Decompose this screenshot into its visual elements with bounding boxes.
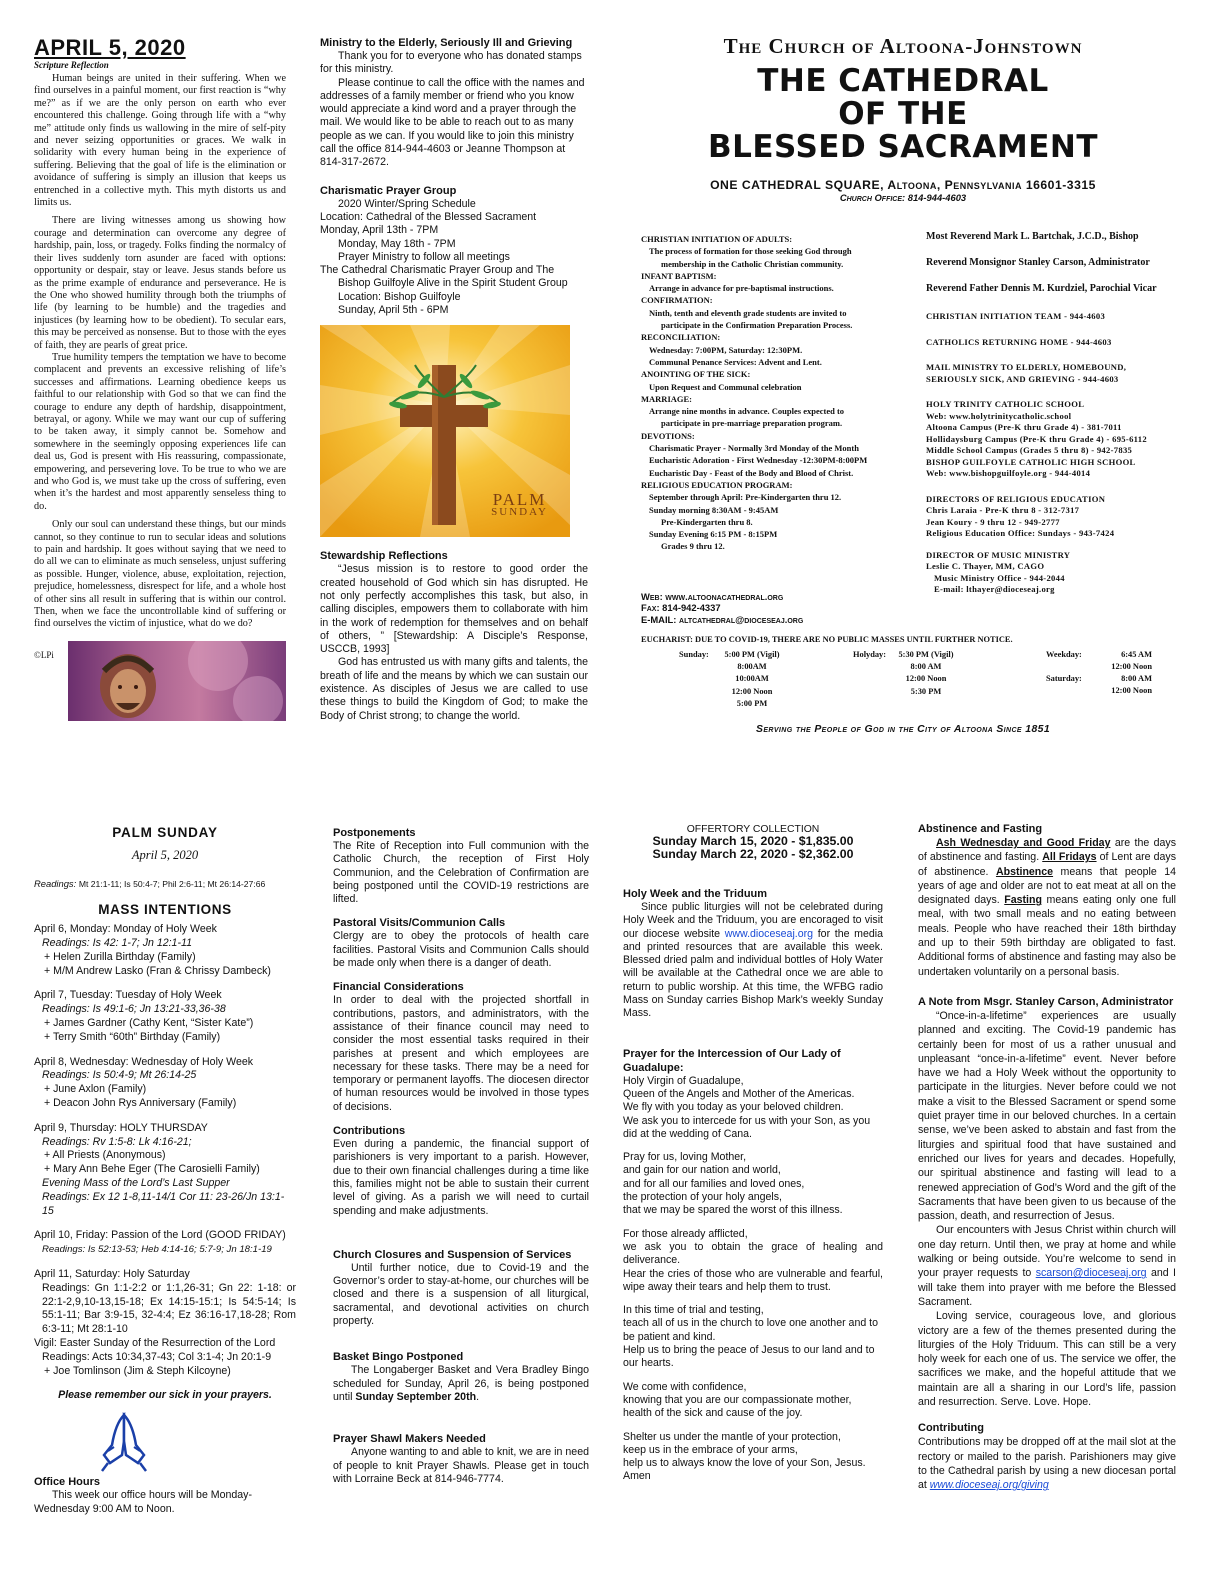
contributing-text: Contributions may be dropped off at the mail slot at the rectory or mailed to the parish. Parishioners may give to the Cathedral parish by using a new diocesan portal at www.dioceseaj.org/giving (918, 1436, 1176, 1492)
prayer-stanza: Shelter us under the mantle of your protection, keep us in the embrace of your arms, help us to always know the love of your Son, Jesus. Amen (623, 1430, 866, 1483)
stewardship-paragraph: “Jesus mission is to restore to good order the created household of God which sin has disrupted. He not only perfectly accomplishes this task, but also, in calling disciples, empowers them to collaborate with him in the work of redemption for themselves and on behalf of others, ” [Stewardship: A Disciple’s Response, USCCB, 1993] (320, 563, 588, 656)
charismatic-line: Location: Bishop Guilfoyle (338, 290, 461, 303)
mass-intentions-title: MASS INTENTIONS (98, 902, 232, 918)
palm-sunday-image (320, 325, 570, 537)
clergy-administrator: Reverend Monsignor Stanley Carson, Administrator (926, 257, 1150, 268)
stewardship-paragraph: God has entrusted us with many gifts and talents, the breath of life and the means by which we can sustain our existence. As disciples of Jesus we are called to use these things to build the Kingdom of God; to make the Body of Christ strong; to change the world. (320, 656, 588, 722)
web-contact-block (641, 591, 803, 625)
holyday-times: 5:30 PM (Vigil) 8:00 AM 12:00 Noon 5:30 PM (898, 650, 954, 696)
prayer-stanza: Holy Virgin of Guadalupe, Queen of the Angels and Mother of the Americas. We fly with you today as your beloved children. We ask you to intercede for us with your Son, as you did at the wedding of Cana. (623, 1074, 871, 1140)
eucharist-notice: EUCHARIST: DUE TO COVID-19, THERE ARE NO PUBLIC MASSES UNTIL FURTHER NOTICE. (641, 635, 1013, 644)
cathedral-title-line: THE CATHEDRAL (757, 63, 1049, 99)
sacraments-list: CHRISTIAN INITIATION OF ADULTS: The process of formation for those seeking God through membership in the Catholic Christian community. INFANT BAPTISM: Arrange in advance for pre-baptismal instructions. CONFIRMATION: Ninth, tenth and eleventh grade students are invited to participate in the Confirmation Preparation Process. RECONCILIATION: Wednesday: 7:00PM, Saturday: 12:30PM. Communal Penance Services: Advent and Lent. ANOINTING OF THE SICK: Upon Request and Communal celebration MARRIAGE: Arrange nine months in advance. Couples expected to participate in pre-marriage preparation program. DEVOTIONS: Charismatic Prayer - Normally 3rd Monday of the Month Eucharistic Adoration - First Wednesday -12:30PM-8:00PM Eucharistic Day - Feast of the Body and Blood of Christ. RELIGIOUS EDUCATION PROGRAM: September through April: Pre-Kindergarten thru 12. Sunday morning 8:30AM - 9:45AM Pre-Kindergarten thru 8. Sunday Evening 6:15 PM - 8:15PM Grades 9 thru 12. (641, 233, 911, 553)
announcement-section: Church Closures and Suspension of Services Until further notice, due to Covid-19 and the Governor’s order to stay-at-home, our churches will be closed and there is a suspension of all liturgical, sacramental, and devotional activities on church property. (333, 1248, 589, 1328)
contact-line: HOLY TRINITY CATHOLIC SCHOOL (926, 399, 1085, 409)
contact-line: DIRECTOR OF MUSIC MINISTRY (926, 549, 1071, 560)
announcement-section: Prayer Shawl Makers Needed Anyone wanting to and able to knit, we are in need of people to knit Prayer Shawls. Please get in touch with Lorraine Beck at 814-946-7774. (333, 1433, 589, 1485)
intention-day: April 8, Wednesday: Wednesday of Holy Week Readings: Is 50:4-9; Mt 26:14-25 + June Axlon (Family) + Deacon John Rys Anniversary (Family) (34, 1055, 254, 1109)
contact-line: Altoona Campus (Pre-K thru Grade 4) - 381-7011 (926, 422, 1122, 432)
intention-day: April 10, Friday: Passion of the Lord (GOOD FRIDAY) Readings: Is 52:13-53; Heb 4:14-16; 5:7-9; Jn 18:1-19 (34, 1229, 286, 1256)
abstinence-text: Ash Wednesday and Good Friday are the days of abstinence and fasting. All Fridays of Lent are days of abstinence. Abstinence means that people 14 years of age and older are not to eat meat at all on the designated days. Fasting means eating only one full meal, with two small meals and no eating between meals. People who have reached their 18th birthday and up to their 59th birthday are obligated to fast. Additional forms of abstinence and fasting may also be undertaken voluntarily on a personal basis. (918, 837, 1177, 978)
sacrament-label: RELIGIOUS EDUCATION PROGRAM: (641, 479, 793, 490)
holyday-schedule: Holyday: (853, 650, 887, 659)
stewardship-heading: Stewardship Reflections (320, 550, 448, 563)
contact-line: E-mail: lthayer@dioceseaj.org (934, 584, 1055, 594)
ministry-column (320, 36, 588, 723)
saturday-times: 8:00 AM 12:00 Noon (1111, 674, 1152, 696)
announcement-section: Postponements The Rite of Reception into Full communion with the Catholic Church, the reception of First Holy Communion, and the Celebration of Confirmation are being postponed until the COVID-19 restrictions are lifted. (333, 827, 589, 906)
charismatic-line: Prayer Ministry to follow all meetings (338, 250, 510, 263)
sacrament-label: CONFIRMATION: (641, 295, 713, 306)
weekday-schedule: Weekday: (1046, 650, 1082, 659)
reflection-paragraph: True humility tempers the temptation we have to become complacent and prevents an excessive relishing of life’s successes and affirmations. Learning obedience keeps us faithful to our relationship with God so that we can find the courage to endure any depth of hardship, disappointment, betrayal, or agony. While we may want our cup of suffering to be taken away, it simply cannot be. Somehow and somewhere in the seemingly opposing experiences life can deal us, God is present with His reassuring, compassionate, empowering, and persevering love. To be true to who we are and who God is, we must take up the cross of suffering, even when it’s the hardest and most apparently senseless thing to do. (34, 351, 286, 512)
contact-line: Middle School Campus (Grades 5 thru 8) - 942-7835 (926, 445, 1133, 455)
charismatic-line: Bishop Guilfoyle Alive in the Spirit Student Group (338, 277, 568, 290)
abstinence-heading: Abstinence and Fasting (918, 823, 1043, 835)
palm-sunday-caption: PALM SUNDAY (491, 489, 548, 519)
contact-line: SERIOUSLY SICK, AND GRIEVING - 944-4603 (926, 373, 1119, 384)
charismatic-line: Monday, May 18th - 7PM (338, 237, 456, 250)
reflection-paragraph: There are living witnesses among us showing how courage and determination can overcome any degree of hardship, pain, loss, or tragedy. Folks finding the normalcy of their lives suddenly torn asunder are faced with options: opportunity or despair, stay or leave. Jesus stands before us as the prime example of endurance and perseverance. He is the One who showed humility through both the triumphs of life (by learning to be humble) and the tragedies and injustices (by learning how to be obedient). To secular ears, this may be perceived as nonsense. But to those with the eyes of faith, they are pearls of great price. (34, 215, 286, 351)
office-hours-heading: Office Hours (34, 1476, 101, 1489)
prayer-stanza: We come with confidence, knowing that you are our compassionate mother, health of the sick and cause of the joy. (623, 1380, 852, 1420)
charismatic-line: Monday, April 13th - 7PM (320, 224, 439, 237)
jesus-image (68, 641, 286, 721)
note-paragraph: “Once-in-a-lifetime” experiences are usually planned and exciting. The Covid-19 pandemic has certainly been for most of us a rather unusual and unpleasant “once-in-a-lifetime” event. Never before have we had a Holy Week without the opportunity to participate in the liturgies. Never before could we not make a visit to the Blessed Sacrament or spend some quiet prayer time in our beloved churches. In a certain sense, we’ve been asked to abstain and fast from the liturgies and spiritual food that have sustained and enriched our lives for years and decades. Hopefully, our spiritual abstinence and fasting will lead to a renewed appreciation of God’s Word and the gift of the Sacraments that have been given to us because of the passion, death, and resurrection of Jesus. (918, 1009, 1176, 1223)
offertory-amount: Sunday March 22, 2020 - $2,362.00 (652, 847, 854, 861)
prayer-stanza: Pray for us, loving Mother, and gain for our nation and world, and for all our families and loved ones, the protection of your holy angels, that we may be spared the worst of this illness. (623, 1151, 843, 1217)
contact-line: Leslie C. Thayer, MM, CAGO (926, 561, 1045, 571)
sacrament-label: MARRIAGE: (641, 393, 692, 404)
announcements-column (333, 826, 589, 1496)
contact-line: CHRISTIAN INITIATION TEAM - 944-4603 (926, 311, 1106, 321)
note-paragraph: Our encounters with Jesus Christ within church will one day return. Until then, we pray at home and while walking or being outside. You’re welcome to send in your prayer requests to scarson@dioceseaj.org and I will take them into prayer with me before the Blessed Sacrament. (918, 1224, 1176, 1308)
contact-line: MAIL MINISTRY TO ELDERLY, HOMEBOUND, (926, 362, 1127, 372)
ministry-paragraph: Please continue to call the office with the names and addresses of a family member or friend who you know would appreciate a kind word and a prayer through the mail. We would like to be able to reach out to as many people as we can. If you would like to join this ministry call the office 814-944-4603 or Jeanne Thompson at 814-317-2672. (320, 76, 585, 169)
charismatic-line: Sunday, April 5th - 6PM (338, 304, 449, 317)
announcement-section: Basket Bingo Postponed The Longaberger Basket and Vera Bradley Bingo scheduled for Sunday, April 26, is being postponed until Sunday September 20th. (333, 1351, 589, 1403)
contributing-heading: Contributing (918, 1422, 984, 1435)
note-paragraph: Loving service, courageous love, and glorious victory are a few of the themes presented during the liturgies of the Holy Triduum. This can still be a very holy week for each one of us. The service we offer, the sacrifices we make, and the hopeful attitude that we maintain are all a sharing in our Lord’s life, passion and resurrection. Serve. Love. Hope. (918, 1310, 1176, 1408)
bulletin-date: APRIL 5, 2020 (34, 35, 186, 60)
cathedral-title-line: OF THE (838, 96, 968, 132)
email-link[interactable]: scarson@dioceseaj.org (1035, 1267, 1147, 1280)
reflection-paragraph: Human beings are united in their suffering. When we find ourselves in a painful moment, our first reaction is “why me?” as if we are the only person on earth who ever encountered this challenge. Going through life with a “why me” attitude only finds us wallowing in the mire of self-pity and never seizing opportunities or graces. We walk in solidarity with every human being in the experience of suffering. Believing that the goal of life is the elimination or avoidance of suffering is simply an illusion that keeps us entrenched in a collective myth. This myth distorts us and limits us. (34, 73, 286, 209)
intention-day: April 11, Saturday: Holy Saturday Readings: Gn 1:1-2:2 or 1:1,26-31; Gn 22: 1-18: or 22:1-2,9,10-13,15-18; Ex 14:15-15:1; Is 54:5-14; Is 55:1-11; Bar 3:9-15, 32-4:4; Ez 36:16-17,18-28; Rom 6:3-11; Mt 28:1-10 Vigil: Easter Sunday of the Resurrection of the Lord Readings: Acts 10:34,37-43; Col 3:1-4; Jn 20:1-9 + Joe Tomlinson (Jim & Steph Kilcoyne) (34, 1267, 296, 1377)
contact-line: BISHOP GUILFOYLE CATHOLIC HIGH SCHOOL (926, 456, 1136, 467)
mass-intentions-column (34, 826, 296, 1517)
sacrament-label: CHRISTIAN INITIATION OF ADULTS: (641, 234, 793, 244)
saturday-schedule: Saturday: (1046, 674, 1082, 683)
church-office-phone: Church Office: 814-944-4603 (839, 192, 967, 203)
charismatic-line: Location: Cathedral of the Blessed Sacrament (320, 210, 537, 223)
intention-day: April 7, Tuesday: Tuesday of Holy Week Readings: Is 49:1-6; Jn 13:21-33,36-38 + James Gardner (Cathy Kent, “Sister Kate”) + Terry Smith “60th” Birthday (Family) (34, 989, 254, 1043)
mass-schedule (641, 634, 1186, 646)
website-link[interactable]: Web: www.altoonacathedral.org (641, 591, 784, 602)
giving-link[interactable]: www.dioceseaj.org/giving (929, 1479, 1049, 1492)
offertory-title: OFFERTORY COLLECTION (686, 824, 820, 835)
sunday-schedule: Sunday: (679, 650, 709, 659)
contact-line: CATHOLICS RETURNING HOME - 944-4603 (926, 336, 1112, 347)
clergy-bishop: Most Reverend Mark L. Bartchak, J.C.D., Bishop (926, 231, 1139, 242)
scripture-reflection-label: Scripture Reflection (34, 60, 109, 70)
church-address: ONE CATHEDRAL SQUARE, Altoona, Pennsylvania 16601-3315 (710, 178, 1096, 192)
contact-line: Web: www.holytrinitycatholic.school (926, 410, 1072, 421)
church-name: The Church of Altoona-Johnstown (723, 34, 1083, 58)
ministry-heading: Ministry to the Elderly, Seriously Ill and Grieving (320, 37, 573, 49)
contact-line: DIRECTORS OF RELIGIOUS EDUCATION (926, 493, 1106, 504)
announcement-section: Pastoral Visits/Communion Calls Clergy are to obey the protocols of health care facilities. Pastoral Visits and Communion Calls should be made only when there is a danger of death. (333, 917, 589, 970)
fax-number: Fax: 814-942-4337 (641, 602, 721, 614)
scripture-reflection-column (34, 36, 286, 721)
contact-line: Jean Koury - 9 thru 12 - 949-2777 (926, 516, 1060, 527)
contact-line: Hollidaysburg Campus (Pre-K thru Grade 4) - 695-6112 (926, 433, 1147, 444)
intention-day: April 9, Thursday: HOLY THURSDAY Readings: Rv 1:5-8: Lk 4:16-21; + All Priests (Anonymous) + Mary Ann Behe Eger (The Carosielli Family) Evening Mass of the Lord’s Last Supper Readings: Ex 12 1-8,11-14/1 Cor 11: 23-26/Jn 13:1-15 (34, 1121, 285, 1217)
prayer-stanza: In this time of trial and testing, teach all of us in the church to love one another and to be patient and kind. Help us to bring the peace of Jesus to our land and to our hearts. (623, 1304, 879, 1370)
contact-line: Religious Education Office: Sundays - 943-7424 (926, 528, 1115, 538)
praying-hands-icon (94, 1411, 154, 1473)
parish-contacts (926, 230, 1186, 604)
palm-sunday-date: April 5, 2020 (131, 847, 199, 862)
sunday-times: 5:00 PM (Vigil) 8:00AM 10:00AM 12:00 Noon 5:00 PM (724, 650, 780, 708)
reflection-paragraph: Only our soul can understand these things, but our minds cannot, so they continue to run to secular ideas and solutions to pain and hardship. It goes without saying that we need to do all we can to eliminate as much senseless, unjust suffering as possible. Hunger, violence, abuse, exploitation, rejection, prejudice, homelessness, disrespect for life, and a whole host of other sins all result in suffering that is within our control. Then, when we face the uncontrollable kind of suffering or find ourselves the victim of injustice, what do we do? (34, 519, 286, 630)
palm-sunday-title: PALM SUNDAY (112, 825, 218, 840)
office-hours-text: This week our office hours will be Monday-Wednesday 9:00 AM to Noon. (34, 1489, 252, 1515)
charismatic-line: The Cathedral Charismatic Prayer Group and The (320, 264, 555, 277)
charismatic-heading: Charismatic Prayer Group (320, 184, 457, 197)
offertory-amount: Sunday March 15, 2020 - $1,835.00 (652, 834, 854, 848)
intention-day: April 6, Monday: Monday of Holy Week Readings: Is 42: 1-7; Jn 12:1-11 + Helen Zurilla Birthday (Family) + M/M Andrew Lasko (Fran & Chrissy Dambeck) (34, 923, 271, 977)
diocese-website-link[interactable]: www.dioceseaj.org (724, 927, 814, 940)
contact-line: Music Ministry Office - 944-2044 (934, 572, 1065, 583)
clergy-vicar: Reverend Father Dennis M. Kurdziel, Parochial Vicar (926, 283, 1157, 294)
masthead (620, 34, 1186, 203)
contact-line: Web: www.bishopguilfoyle.org - 944-4014 (926, 468, 1091, 478)
serving-tagline: Serving the People of God in the City of Altoona Since 1851 (756, 724, 1050, 735)
offertory-prayer-column: OFFERTORY COLLECTION Sunday March 15, 2020 - $1,835.00 Sunday March 22, 2020 - $2,362.00 Holy Week and the Triduum Since public liturgies will not be celebrated during Holy Week and the Triduum, you are encoraged to visit our diocese website www.dioceseaj.org for the media and printed resources that are available this week. Blessed dried palm and individual bottles of Holy Water will be available at the Cathedral once we are able to return to public worship. At this time, the WFBG radio Mass on Sunday carries Bishop Mark’s weekly Sunday Mass. Prayer for the Intercession of Our Lady of Guadalupe: Holy Virgin of Guadalupe, Queen of the Angels and Mother of the Americas. We fly with you today as your beloved children. We ask you to intercede for us with your Son, as you did at the wedding of Cana. Pray for us, loving Mother, and gain for our nation and world, and for all our families and loved ones, the protection of your holy angels, that we may be spared the worst of this illness. For those already afflicted, we ask you to obtain the grace of healing and deliverance. Hear the cries of those who are vulnerable and fearful, wipe away their tears and help them to trust. In this time of trial and testing, teach all of us in the church to love one another and to be patient and kind. Help us to bring the peace of Jesus to our land and to our hearts. We come with confidence, knowing that you are our compassionate mother, health of the sick and cause of the joy. Shelter us under the mantle of your protection, keep us in the embrace of your arms, help us to always know the love of your Son, Jesus. Amen (623, 824, 883, 1483)
holy-week-heading: Holy Week and the Triduum (623, 888, 768, 900)
note-heading: A Note from Msgr. Stanley Carson, Administrator (918, 995, 1174, 1008)
sacrament-label: ANOINTING OF THE SICK: (641, 369, 751, 380)
contact-line: Chris Laraia - Pre-K thru 8 - 312-7317 (926, 505, 1080, 515)
prayer-stanza: For those already afflicted, we ask you to obtain the grace of healing and deliverance. Hear the cries of those who are vulnerable and fearful, wipe away their tears and help them to trust. (623, 1227, 883, 1293)
cathedral-title-line: BLESSED SACRAMENT (707, 129, 1099, 165)
announcement-section: Financial Considerations In order to deal with the projected shortfall in contributions, pastors, and administrators, with the assistance of their finance council may need to consider the most essential tasks required in their parishes at present and which employees are necessary for these tasks. There may be a need for temporary or permanent layoffs. The diocesen director of human resources would be involved in those types of decisions. (333, 981, 589, 1113)
sick-prayer-note: Please remember our sick in your prayers. (58, 1389, 272, 1402)
sacrament-label: RECONCILIATION: (641, 332, 721, 343)
sacrament-label: DEVOTIONS: (641, 430, 695, 441)
announcement-section: Contributions Even during a pandemic, the financial support of parishioners is very important to a parish. However, due to their own financial challenges during a time like this, families might not be able to sustain their current level of giving. As a parish we will need to curtail spending and make adjustments. (333, 1125, 589, 1217)
ministry-paragraph: Thank you for to everyone who has donated stamps for this ministry. (320, 50, 582, 76)
copyright: ©LPi (34, 649, 54, 660)
sacrament-label: INFANT BAPTISM: (641, 270, 717, 281)
weekday-times: 6:45 AM 12:00 Noon (1111, 650, 1152, 672)
sunday-readings: Readings: Mt 21:1-11; Is 50:4-7; Phil 2:6-11; Mt 26:14-27:66 (34, 877, 266, 889)
email-link[interactable]: E-MAIL: altcathedral@dioceseaj.org (641, 613, 804, 625)
prayer-heading: Prayer for the Intercession of Our Lady of Guadalupe: (623, 1047, 841, 1074)
abstinence-note-column (918, 822, 1176, 1492)
charismatic-line: 2020 Winter/Spring Schedule (338, 197, 476, 210)
